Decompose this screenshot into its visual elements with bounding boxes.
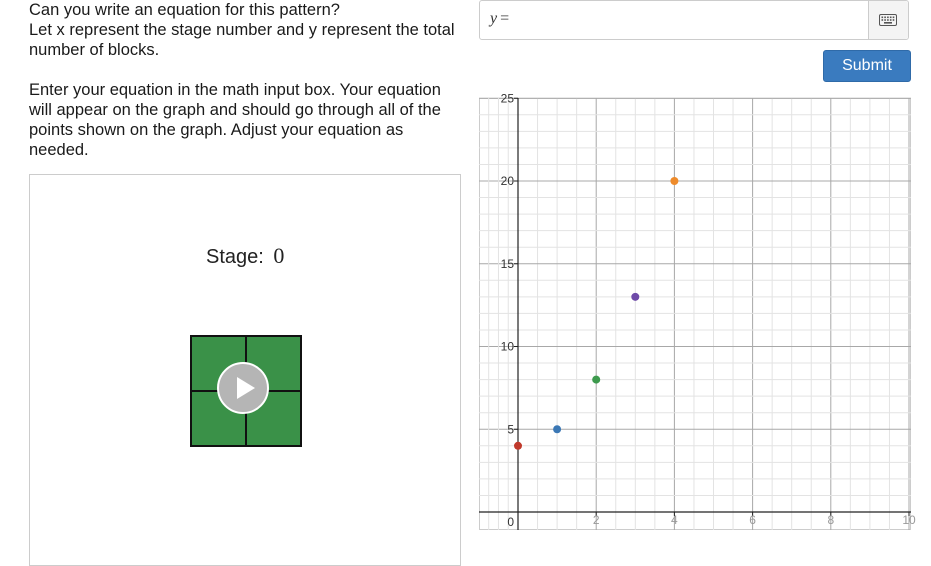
data-point bbox=[514, 442, 522, 450]
stage-number: 0 bbox=[273, 243, 285, 268]
instruction-directions: Enter your equation in the math input box. Your equation will appear on the graph and should go through all of the points shown on the graph. Adjust your equation as needed. bbox=[29, 81, 441, 159]
graph[interactable] bbox=[479, 91, 916, 530]
x-tick-label: 2 bbox=[592, 513, 600, 527]
y-tick-label: 20 bbox=[500, 174, 514, 188]
stage-panel bbox=[29, 174, 461, 566]
play-icon bbox=[219, 364, 267, 412]
input-prefix bbox=[490, 10, 509, 28]
origin-label: 0 bbox=[507, 515, 514, 529]
x-tick-label: 6 bbox=[749, 513, 756, 527]
keyboard-button[interactable] bbox=[868, 1, 908, 39]
input-prefix-equals: = bbox=[500, 10, 510, 27]
math-input-box[interactable] bbox=[479, 0, 909, 40]
input-prefix-variable: y bbox=[490, 10, 498, 27]
instructions bbox=[29, 0, 461, 160]
y-tick-label: 10 bbox=[500, 339, 514, 354]
play-button[interactable] bbox=[217, 362, 269, 414]
submit-button[interactable]: Submit bbox=[823, 50, 911, 82]
stage-label bbox=[206, 243, 284, 269]
data-point bbox=[592, 376, 600, 384]
instruction-question: Can you write an equation for this pattern? bbox=[29, 1, 340, 19]
keyboard-icon bbox=[879, 14, 897, 26]
stage-label-text: Stage: bbox=[206, 246, 264, 268]
graph-background bbox=[480, 99, 911, 530]
x-tick-label: 10 bbox=[902, 513, 916, 527]
data-point bbox=[553, 425, 561, 433]
x-tick-label: 4 bbox=[671, 513, 678, 527]
y-tick-label: 25 bbox=[500, 91, 514, 106]
data-point bbox=[670, 177, 678, 185]
y-tick-label: 15 bbox=[500, 256, 514, 271]
y-tick-label: 5 bbox=[507, 422, 514, 437]
instruction-variables: Let x represent the stage number and y represent the total number of blocks. bbox=[29, 21, 455, 59]
x-tick-label: 8 bbox=[827, 513, 835, 527]
equation-input[interactable] bbox=[520, 7, 864, 35]
data-point bbox=[631, 293, 639, 301]
